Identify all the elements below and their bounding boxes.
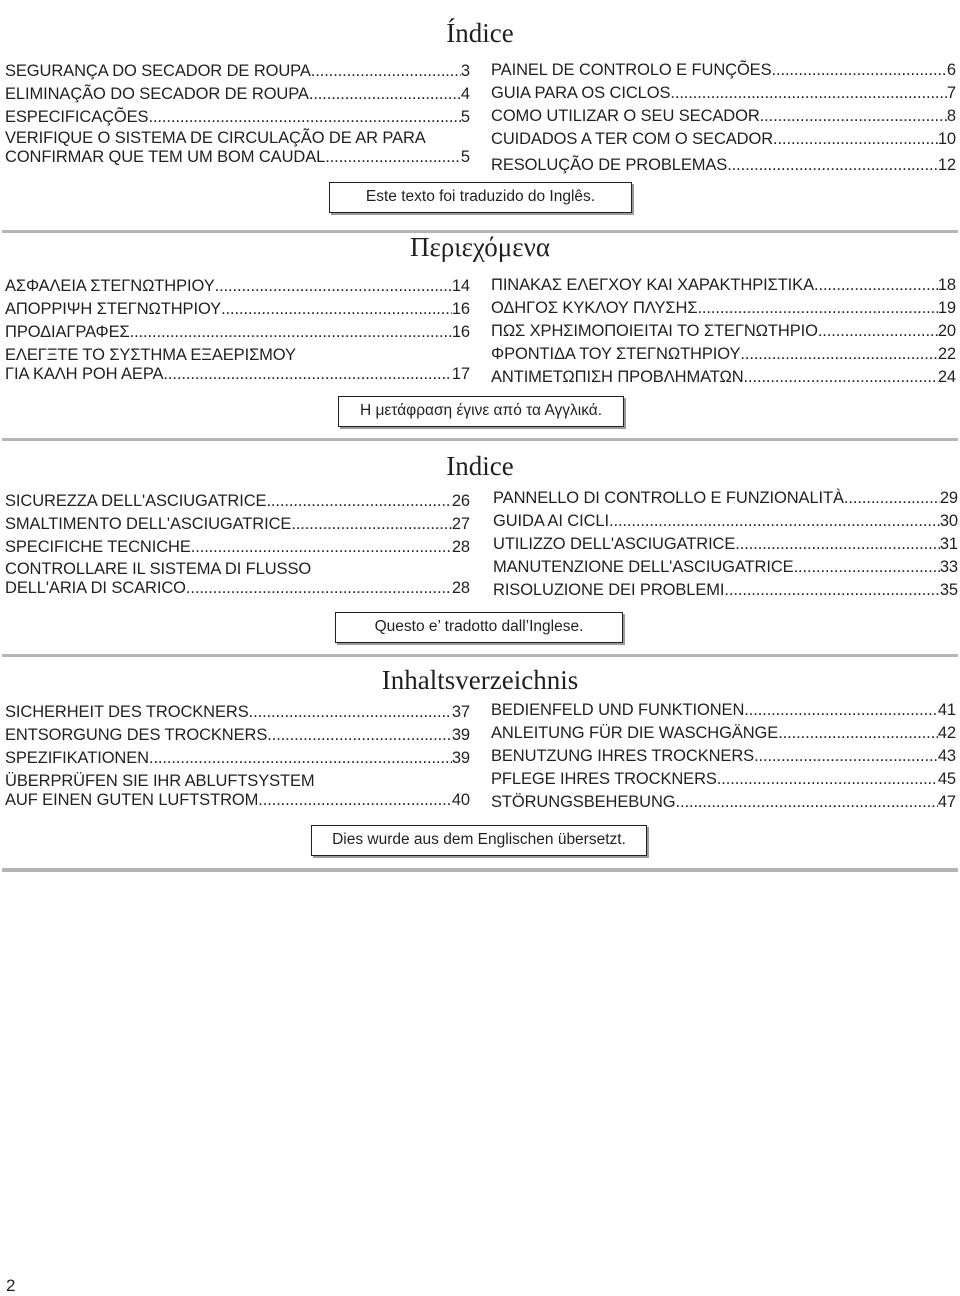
- toc-entry[interactable]: SMALTIMENTO DELL'ASCIUGATRICE ..... 27: [5, 515, 470, 534]
- toc-entry[interactable]: VERIFIQUE O SISTEMA DE CIRCULAÇÃO DE AR PARA CONFIRMAR QUE TEM UM BOM CAUDAL ..... 5: [5, 129, 470, 167]
- toc-entry[interactable]: ΑΠΟΡΡΙΨΗ ΣΤΕΓΝΩΤΗΡΙΟΥ ..... 16: [5, 300, 470, 319]
- toc-entry[interactable]: GUIDA AI CICLI ..... 30: [493, 512, 958, 531]
- toc-entry[interactable]: CONTROLLARE IL SISTEMA DI FLUSSO DELL'ARIA DI SCARICO ..... 28: [5, 560, 470, 598]
- toc-entry[interactable]: STÖRUNGSBEHEBUNG ..... 47: [491, 793, 956, 812]
- toc-entry[interactable]: ΠΡΟΔΙΑΓΡΑΦΕΣ ..... 16: [5, 323, 470, 342]
- toc-entry[interactable]: ÜBERPRÜFEN SIE IHR ABLUFTSYSTEM AUF EINEN GUTEN LUFTSTROM ..... 40: [5, 772, 470, 810]
- toc-entry[interactable]: PANNELLO DI CONTROLLO E FUNZIONALITÀ ..... 29: [493, 489, 958, 508]
- toc-entry[interactable]: ΑΣΦΑΛΕΙΑ ΣΤΕΓΝΩΤΗΡΙΟΥ ..... 14: [5, 277, 470, 296]
- toc-entry[interactable]: SEGURANÇA DO SECADOR DE ROUPA ..... 3: [5, 62, 470, 81]
- page-number: 2: [6, 1276, 16, 1295]
- translation-note-el: Η μετάφραση έγινε από τα Αγγλικά.: [338, 396, 624, 427]
- toc-title-it: Indice: [446, 451, 514, 481]
- translation-note-pt: Este texto foi traduzido do Inglês.: [329, 182, 632, 213]
- toc-entry[interactable]: ΠΙΝΑΚΑΣ ΕΛΕΓΧΟΥ ΚΑΙ ΧΑΡΑΚΤΗΡΙΣΤΙΚΑ ..... 18: [491, 276, 956, 295]
- toc-title-pt: Índice: [446, 18, 514, 48]
- section-divider: [2, 438, 958, 441]
- toc-entry[interactable]: ESPECIFICAÇÕES ..... 5: [5, 108, 470, 127]
- toc-entry[interactable]: PFLEGE IHRES TROCKNERS ..... 45: [491, 770, 956, 789]
- toc-entry[interactable]: ΕΛΕΓΞΤΕ ΤΟ ΣΥΣΤΗΜΑ ΕΞΑΕΡΙΣΜΟΥ ΓΙΑ ΚΑΛΗ ΡΟΗ ΑΕΡΑ ..... 17: [5, 346, 470, 384]
- translation-note-de: Dies wurde aus dem Englischen übersetzt.: [311, 825, 647, 856]
- toc-entry[interactable]: BENUTZUNG IHRES TROCKNERS ..... 43: [491, 747, 956, 766]
- section-divider: [2, 868, 958, 872]
- toc-entry[interactable]: CUIDADOS A TER COM O SECADOR ..... 10: [491, 130, 956, 149]
- translation-note-it: Questo e’ tradotto dall’Inglese.: [335, 612, 623, 643]
- toc-entry[interactable]: GUIA PARA OS CICLOS ..... 7: [491, 84, 956, 103]
- toc-title-el: Περιεχόμενα: [410, 232, 550, 262]
- toc-entry[interactable]: COMO UTILIZAR O SEU SECADOR ..... 8: [491, 107, 956, 126]
- toc-entry[interactable]: UTILIZZO DELL'ASCIUGATRICE ..... 31: [493, 535, 958, 554]
- toc-entry[interactable]: SICUREZZA DELL'ASCIUGATRICE ..... 26: [5, 492, 470, 511]
- toc-entry[interactable]: ΠΩΣ ΧΡΗΣΙΜΟΠΟΙΕΙΤΑΙ ΤΟ ΣΤΕΓΝΩΤΗΡΙΟ ..... 20: [491, 322, 956, 341]
- toc-title-de: Inhaltsverzeichnis: [381, 665, 579, 695]
- toc-entry[interactable]: SPECIFICHE TECNICHE ..... 28: [5, 538, 470, 557]
- toc-entry[interactable]: RISOLUZIONE DEI PROBLEMI ..... 35: [493, 581, 958, 600]
- toc-entry[interactable]: RESOLUÇÃO DE PROBLEMAS ..... 12: [491, 156, 956, 175]
- section-divider: [2, 654, 958, 657]
- toc-entry[interactable]: ANLEITUNG FÜR DIE WASCHGÄNGE ..... 42: [491, 724, 956, 743]
- toc-entry[interactable]: BEDIENFELD UND FUNKTIONEN ..... 41: [491, 701, 956, 720]
- toc-entry[interactable]: ΑΝΤΙΜΕΤΩΠΙΣΗ ΠΡΟΒΛΗΜΑΤΩΝ ..... 24: [491, 368, 956, 387]
- toc-entry[interactable]: SICHERHEIT DES TROCKNERS ..... 37: [5, 703, 470, 722]
- toc-entry[interactable]: ΟΔΗΓΟΣ ΚΥΚΛΟΥ ΠΛΥΣΗΣ ..... 19: [491, 299, 956, 318]
- toc-entry[interactable]: ELIMINAÇÃO DO SECADOR DE ROUPA ..... 4: [5, 85, 470, 104]
- toc-entry[interactable]: MANUTENZIONE DELL'ASCIUGATRICE ..... 33: [493, 558, 958, 577]
- toc-entry[interactable]: ΦΡΟΝΤΙΔΑ ΤΟΥ ΣΤΕΓΝΩΤΗΡΙΟΥ ..... 22: [491, 345, 956, 364]
- toc-entry[interactable]: SPEZIFIKATIONEN ..... 39: [5, 749, 470, 768]
- toc-entry[interactable]: ENTSORGUNG DES TROCKNERS ..... 39: [5, 726, 470, 745]
- toc-entry[interactable]: PAINEL DE CONTROLO E FUNÇÕES ..... 6: [491, 61, 956, 80]
